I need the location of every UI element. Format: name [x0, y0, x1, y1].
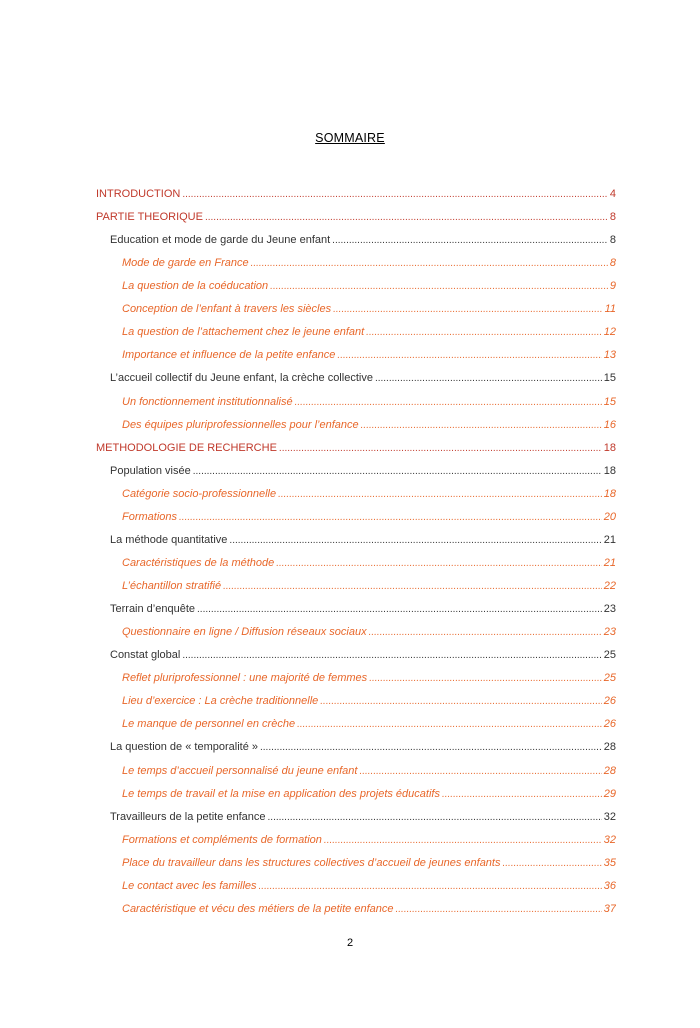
- toc-entry-label: Le temps d’accueil personnalisé du jeune enfant: [122, 764, 358, 777]
- toc-entry[interactable]: [122, 763, 616, 779]
- toc-entry-label: Importance et influence de la petite enfance: [122, 349, 336, 362]
- toc-entry[interactable]: [122, 878, 616, 894]
- toc-entry-page: 11: [604, 303, 616, 316]
- toc-entry[interactable]: [122, 417, 616, 433]
- toc-entry[interactable]: [122, 509, 616, 525]
- toc-entry-label: PARTIE THEORIQUE: [96, 211, 203, 224]
- dot-leader: [333, 302, 602, 317]
- toc-entry-label: Conception de l’enfant à travers les siècles: [122, 303, 332, 316]
- toc-entry-label: METHODOLOGIE DE RECHERCHE: [96, 441, 277, 454]
- toc-entry-page: 13: [603, 349, 616, 362]
- dot-leader: [260, 740, 602, 755]
- toc-entry-label: Terrain d’enquête: [110, 603, 196, 616]
- toc-entry[interactable]: [122, 301, 616, 317]
- toc-entry-page: 23: [603, 626, 616, 639]
- dot-leader: [193, 464, 602, 479]
- toc-entry-page: 21: [603, 556, 616, 569]
- toc-entry[interactable]: [110, 532, 616, 548]
- toc-entry-label: Mode de garde en France: [122, 257, 249, 270]
- dot-leader: [361, 418, 602, 433]
- toc-entry[interactable]: [122, 786, 616, 802]
- dot-leader: [197, 602, 602, 617]
- toc-entry-label: Questionnaire en ligne / Diffusion réseaux sociaux: [122, 626, 367, 639]
- toc-entry-label: Constat global: [110, 649, 181, 662]
- toc-entry[interactable]: [96, 186, 616, 202]
- toc-entry-page: 28: [603, 764, 616, 777]
- toc-entry-page: 22: [603, 580, 616, 593]
- toc-entry-page: 23: [603, 603, 616, 616]
- dot-leader: [279, 441, 602, 456]
- toc-entry-page: 8: [609, 211, 616, 224]
- toc-entry[interactable]: [122, 324, 616, 340]
- dot-leader: [278, 487, 602, 502]
- toc-entry-page: 28: [603, 741, 616, 754]
- toc-entry[interactable]: [122, 278, 616, 294]
- toc-entry-label: L’accueil collectif du Jeune enfant, la crèche collective: [110, 372, 373, 385]
- toc-entry[interactable]: [110, 739, 616, 755]
- toc-entry-label: Caractéristique et vécu des métiers de la petite enfance: [122, 902, 394, 915]
- toc-entry-page: 15: [603, 395, 616, 408]
- toc-entry-page: 25: [603, 649, 616, 662]
- toc-entry-page: 26: [603, 718, 616, 731]
- toc-entry-label: La question de l’attachement chez le jeune enfant: [122, 326, 365, 339]
- toc-entry-page: 8: [609, 234, 616, 247]
- toc-entry-page: 21: [603, 533, 616, 546]
- toc-entry[interactable]: [110, 463, 616, 479]
- toc-entry-page: 15: [603, 372, 616, 385]
- toc-entry[interactable]: [96, 209, 616, 225]
- toc-entry[interactable]: [122, 555, 616, 571]
- dot-leader: [395, 902, 601, 917]
- toc-entry[interactable]: [122, 716, 616, 732]
- toc-entry-page: 18: [603, 487, 616, 500]
- toc-entry-page: 36: [603, 879, 616, 892]
- toc-entry[interactable]: [122, 578, 616, 594]
- toc-entry-page: 35: [603, 856, 616, 869]
- dot-leader: [324, 833, 602, 848]
- toc-entry-page: 32: [603, 833, 616, 846]
- dot-leader: [223, 579, 602, 594]
- toc-entry-label: La question de « temporalité »: [110, 741, 258, 754]
- toc-entry[interactable]: [122, 901, 616, 917]
- dot-leader: [229, 533, 601, 548]
- toc-entry-label: La méthode quantitative: [110, 533, 228, 546]
- toc-entry[interactable]: [110, 647, 616, 663]
- toc-entry-label: Des équipes pluriprofessionnelles pour l’enfance: [122, 418, 359, 431]
- toc-title: SOMMAIRE: [315, 131, 385, 145]
- toc-entry-page: 9: [609, 280, 616, 293]
- dot-leader: [295, 395, 602, 410]
- toc-entry-label: Catégorie socio-professionnelle: [122, 487, 277, 500]
- dot-leader: [276, 556, 602, 571]
- toc-entry-label: Place du travailleur dans les structures collectives d’accueil de jeunes enfants: [122, 856, 501, 869]
- dot-leader: [369, 625, 602, 640]
- toc-entry-page: 18: [603, 441, 616, 454]
- toc-entry-label: Un fonctionnement institutionnalisé: [122, 395, 293, 408]
- dot-leader: [182, 187, 608, 202]
- toc-entry-page: 37: [603, 902, 616, 915]
- toc-entry[interactable]: [110, 601, 616, 617]
- toc-entry[interactable]: [122, 693, 616, 709]
- toc-entry[interactable]: [110, 809, 616, 825]
- dot-leader: [442, 787, 602, 802]
- toc-entry[interactable]: [110, 232, 616, 248]
- toc-entry[interactable]: [122, 832, 616, 848]
- dot-leader: [366, 325, 602, 340]
- dot-leader: [268, 810, 602, 825]
- dot-leader: [359, 764, 601, 779]
- dot-leader: [332, 233, 608, 248]
- toc-entry-page: 32: [603, 810, 616, 823]
- dot-leader: [502, 856, 601, 871]
- toc-entry-page: 29: [603, 787, 616, 800]
- toc-entry-page: 8: [609, 257, 616, 270]
- dot-leader: [205, 210, 608, 225]
- toc-entry-label: Reflet pluriprofessionnel : une majorité de femmes: [122, 672, 368, 685]
- toc-entry-label: L’échantillon stratifié: [122, 580, 222, 593]
- toc-entry-page: 12: [603, 326, 616, 339]
- dot-leader: [297, 717, 602, 732]
- toc-entry-label: Population visée: [110, 464, 191, 477]
- toc-entry[interactable]: [122, 255, 616, 271]
- dot-leader: [375, 371, 602, 386]
- toc-entry-label: INTRODUCTION: [96, 188, 181, 200]
- page-number: 2: [346, 937, 354, 949]
- toc-entry-label: Travailleurs de la petite enfance: [110, 810, 266, 823]
- dot-leader: [320, 694, 601, 709]
- dot-leader: [270, 279, 608, 294]
- dot-leader: [182, 648, 601, 663]
- dot-leader: [179, 510, 602, 525]
- toc-entry-page: 4: [609, 188, 616, 200]
- dot-leader: [259, 879, 602, 894]
- toc-entry-page: 20: [603, 510, 616, 523]
- toc-entry[interactable]: [122, 394, 616, 410]
- toc-entry-page: 26: [603, 695, 616, 708]
- toc-entry[interactable]: [96, 440, 616, 456]
- toc-entry-label: Caractéristiques de la méthode: [122, 556, 275, 569]
- toc-entry-label: Education et mode de garde du Jeune enfant: [110, 234, 331, 247]
- dot-leader: [337, 348, 601, 363]
- toc-entry[interactable]: [122, 347, 616, 363]
- toc-entry-label: Le manque de personnel en crèche: [122, 718, 296, 731]
- toc-entry-label: Le contact avec les familles: [122, 879, 257, 892]
- toc-entry-page: 25: [603, 672, 616, 685]
- toc-entry-label: La question de la coéducation: [122, 280, 269, 293]
- toc-entry-page: 16: [603, 418, 616, 431]
- toc-entry-label: Formations et compléments de formation: [122, 833, 322, 846]
- toc-entry[interactable]: [122, 624, 616, 640]
- toc-entry[interactable]: [110, 370, 616, 386]
- toc-entry-label: Lieu d’exercice : La crèche traditionnelle: [122, 695, 319, 708]
- toc-entry-label: Le temps de travail et la mise en application des projets éducatifs: [122, 787, 440, 800]
- dot-leader: [251, 256, 608, 271]
- toc-entry[interactable]: [122, 670, 616, 686]
- dot-leader: [369, 671, 602, 686]
- toc-entry-label: Formations: [122, 510, 178, 523]
- toc-entry-page: 18: [603, 464, 616, 477]
- toc-entry[interactable]: [122, 855, 616, 871]
- toc-entry[interactable]: [122, 486, 616, 502]
